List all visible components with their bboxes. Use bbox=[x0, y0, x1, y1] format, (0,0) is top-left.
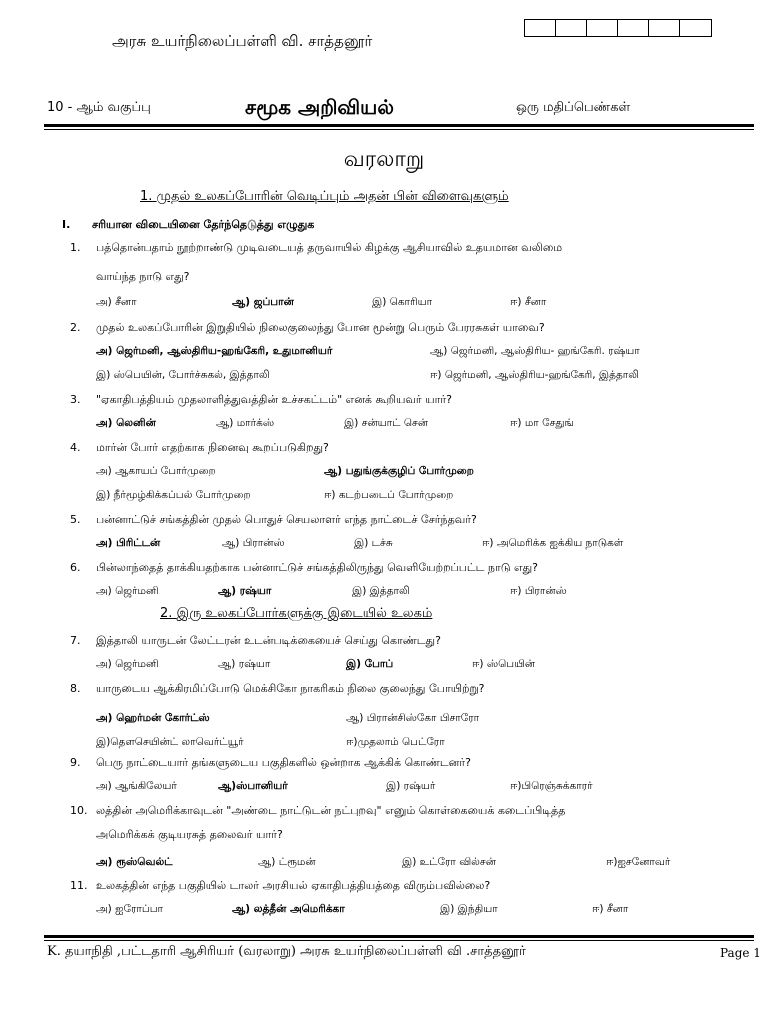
answer-option: ஆ) ஜெர்மனி, ஆஸ்திரிய- ஹங்கேரி. ரஷ்யா bbox=[430, 345, 640, 357]
answer-option: ஈ) பிரான்ஸ் bbox=[510, 585, 567, 597]
question-number: 4. bbox=[70, 441, 81, 454]
answer-option: ஆ) மார்க்ஸ் bbox=[216, 417, 275, 429]
question-number: 8. bbox=[70, 682, 81, 695]
question-number: 1. bbox=[70, 241, 81, 254]
answer-option: ஈ) சீனா bbox=[592, 903, 629, 915]
answer-option-correct: ஆ) ரஷ்யா bbox=[218, 585, 272, 597]
question-text: முதல் உலகப்போரின் இறுதியில் நிலைகுலைந்து போன மூன்று பெரும் பேரரசுகள் யாவை? bbox=[96, 321, 545, 334]
subject-title: சமூக அறிவியல் bbox=[245, 95, 394, 119]
question-text: பெரு நாட்டையார் தங்களுடைய பகுதிகளில் ஒன்றாக ஆக்கிக் கொண்டனர்? bbox=[96, 756, 471, 769]
answer-option: ஈ) கடற்படைப் போர்முறை bbox=[324, 489, 454, 501]
answer-option-correct: அ) லெனின் bbox=[96, 417, 156, 429]
page-number: Page 1 bbox=[720, 946, 761, 960]
answer-option: ஆ) பிரான்சிஸ்கோ பிசாரோ bbox=[346, 712, 480, 724]
section-title: முதல் உலகப்போரின் வெடிப்பும் அதன் பின் விளைவுகளும் bbox=[156, 189, 509, 204]
question-number: 11. bbox=[70, 879, 88, 892]
question-number: 6. bbox=[70, 561, 81, 574]
answer-option: இ) ரஷ்யர் bbox=[386, 780, 436, 792]
answer-option: இ) ஸ்பெயின், போர்ச்சுகல், இத்தாலி bbox=[96, 369, 270, 381]
answer-option: ஈ)ஐசனோவர் bbox=[606, 856, 671, 868]
answer-option: ஈ) அமெரிக்க ஐக்கிய நாடுகள் bbox=[482, 537, 624, 549]
answer-option: இ) உட்ரோ வில்சன் bbox=[402, 856, 496, 868]
class-label: 10 - ஆம் வகுப்பு bbox=[47, 100, 151, 115]
question-text: பின்லாந்தைத் தாக்கியதற்காக பன்னாட்டுச் சங்கத்திலிருந்து வெளியேற்றப்பட்ட நாடு எது? bbox=[96, 561, 539, 574]
answer-option: இ) கொரியா bbox=[372, 296, 433, 308]
answer-option-correct: அ) ஜெர்மனி, ஆஸ்திரிய-ஹங்கேரி, உதுமானியர் bbox=[96, 345, 333, 357]
section-number: 2. bbox=[160, 606, 173, 621]
answer-option: ஈ)முதலாம் பெட்ரோ bbox=[346, 736, 445, 748]
register-number-boxes bbox=[524, 19, 712, 37]
answer-option: அ) ஆங்கிலேயர் bbox=[96, 780, 177, 792]
answer-option: இ) டச்சு bbox=[354, 537, 393, 549]
question-text: பன்னாட்டுச் சங்கத்தின் முதல் பொதுச் செயலாளர் எந்த நாட்டைச் சேர்ந்தவர்? bbox=[96, 513, 477, 526]
section-heading-1 bbox=[140, 189, 509, 205]
question-number: 3. bbox=[70, 393, 81, 406]
section-number: 1. bbox=[140, 189, 153, 204]
answer-option: இ) இந்தியா bbox=[440, 903, 498, 915]
answer-option-correct: ஆ) ஜப்பான் bbox=[232, 296, 294, 308]
header-rule bbox=[44, 124, 754, 127]
answer-option: அ) ஆகாயப் போர்முறை bbox=[96, 465, 216, 477]
answer-option: இ) நீர்மூழ்கிக்கப்பல் போர்முறை bbox=[96, 489, 251, 501]
answer-option: ஈ) ஸ்பெயின் bbox=[472, 658, 536, 670]
page-title: வரலாறு bbox=[343, 147, 425, 172]
question-text: பத்தொன்பதாம் நூற்றாண்டு முடிவடையத் தருவாயில் கிழக்கு ஆசியாவில் உதயமான வலிமை bbox=[96, 241, 563, 254]
footer-rule-thin bbox=[44, 940, 754, 941]
question-text-continued: அமெரிக்கக் குடியரசுத் தலைவர் யார்? bbox=[96, 828, 283, 841]
question-number: 10. bbox=[70, 804, 88, 817]
answer-option: அ) ஐரோப்பா bbox=[96, 903, 164, 915]
question-text-continued: வாய்ந்த நாடு எது? bbox=[96, 270, 190, 283]
answer-option: இ) இத்தாலி bbox=[352, 585, 410, 597]
answer-option-correct: ஆ)ஸ்பானியர் bbox=[218, 780, 288, 792]
question-number: 2. bbox=[70, 321, 81, 334]
instruction-text: சரியான விடையினை தேர்ந்தெடுத்து எழுதுக bbox=[92, 218, 315, 231]
question-number: 9. bbox=[70, 756, 81, 769]
school-name: அரசு உயர்நிலைப்பள்ளி வி. சாத்தனூர் bbox=[112, 32, 373, 50]
question-number: 5. bbox=[70, 513, 81, 526]
header-rule-thin bbox=[44, 129, 754, 130]
answer-option-correct: ஆ) லத்தீன் அமெரிக்கா bbox=[232, 903, 345, 915]
answer-option: ஆ) ரஷ்யா bbox=[218, 658, 271, 670]
answer-option: அ) சீனா bbox=[96, 296, 137, 308]
answer-option: ஈ) சீனா bbox=[510, 296, 547, 308]
section-title: இரு உலகப்போர்களுக்கு இடையில் உலகம் bbox=[176, 606, 433, 621]
question-text: "ஏகாதிபத்தியம் முதலாளித்துவத்தின் உச்சகட்டம்" எனக் கூறியவர் யார்? bbox=[96, 393, 452, 406]
question-text: உலகத்தின் எந்த பகுதியில் டாலர் அரசியல் ஏகாதிபத்தியத்தை விரும்பவில்லை? bbox=[96, 879, 491, 892]
answer-option: இ)தௌசெயின்ட் லாவெர்ட்யூர் bbox=[96, 736, 244, 748]
answer-option: ஈ) ஜெர்மனி, ஆஸ்திரிய-ஹங்கேரி, இத்தாலி bbox=[430, 369, 639, 381]
answer-option: அ) ஜெர்மனி bbox=[96, 658, 159, 670]
question-text: இத்தாலி யாருடன் லேட்டரன் உடன்படிக்கையைச் செய்து கொண்டது? bbox=[96, 634, 441, 647]
answer-option: ஆ) ட்ரூமன் bbox=[258, 856, 316, 868]
answer-option-correct: அ) ஹெர்மன் கோர்ட்ஸ் bbox=[96, 712, 210, 724]
answer-option-correct: இ) போப் bbox=[346, 658, 394, 670]
question-text: மார்ன் போர் எதற்காக நினைவு கூறப்படுகிறது? bbox=[96, 441, 329, 454]
answer-option-correct: அ) ரூஸ்வெல்ட் bbox=[96, 856, 173, 868]
marks-label: ஒரு மதிப்பெண்கள் bbox=[516, 100, 631, 115]
answer-option: ஈ) மா சேதுங் bbox=[510, 417, 574, 429]
footer-text: K. தயாநிதி ,பட்டதாரி ஆசிரியர் (வரலாறு) அரசு உயர்நிலைப்பள்ளி வி .சாத்தனூர் bbox=[47, 944, 526, 959]
answer-option: ஆ) பிரான்ஸ் bbox=[222, 537, 285, 549]
question-text: லத்தின் அமெரிக்காவுடன் "அண்டை நாட்டுடன் நட்புறவு" எனும் கொள்கையைக் கடைப்பிடித்த bbox=[96, 804, 566, 817]
section-heading-2 bbox=[160, 606, 432, 622]
question-number: 7. bbox=[70, 634, 81, 647]
question-text: யாருடைய ஆக்கிரமிப்போடு மெக்சிகோ நாகரிகம் நிலை குலைந்து போயிற்று? bbox=[96, 682, 485, 695]
answer-option: அ) ஜெர்மனி bbox=[96, 585, 159, 597]
answer-option: இ) சன்யாட் சென் bbox=[344, 417, 428, 429]
answer-option-correct: ஆ) பதுங்குக்குழிப் போர்முறை bbox=[324, 465, 474, 477]
footer-rule bbox=[44, 935, 754, 938]
instruction-number: I. bbox=[62, 218, 71, 231]
answer-option-correct: அ) பிரிட்டன் bbox=[96, 537, 161, 549]
answer-option: ஈ)பிரெஞ்சுக்காரர் bbox=[510, 780, 593, 792]
